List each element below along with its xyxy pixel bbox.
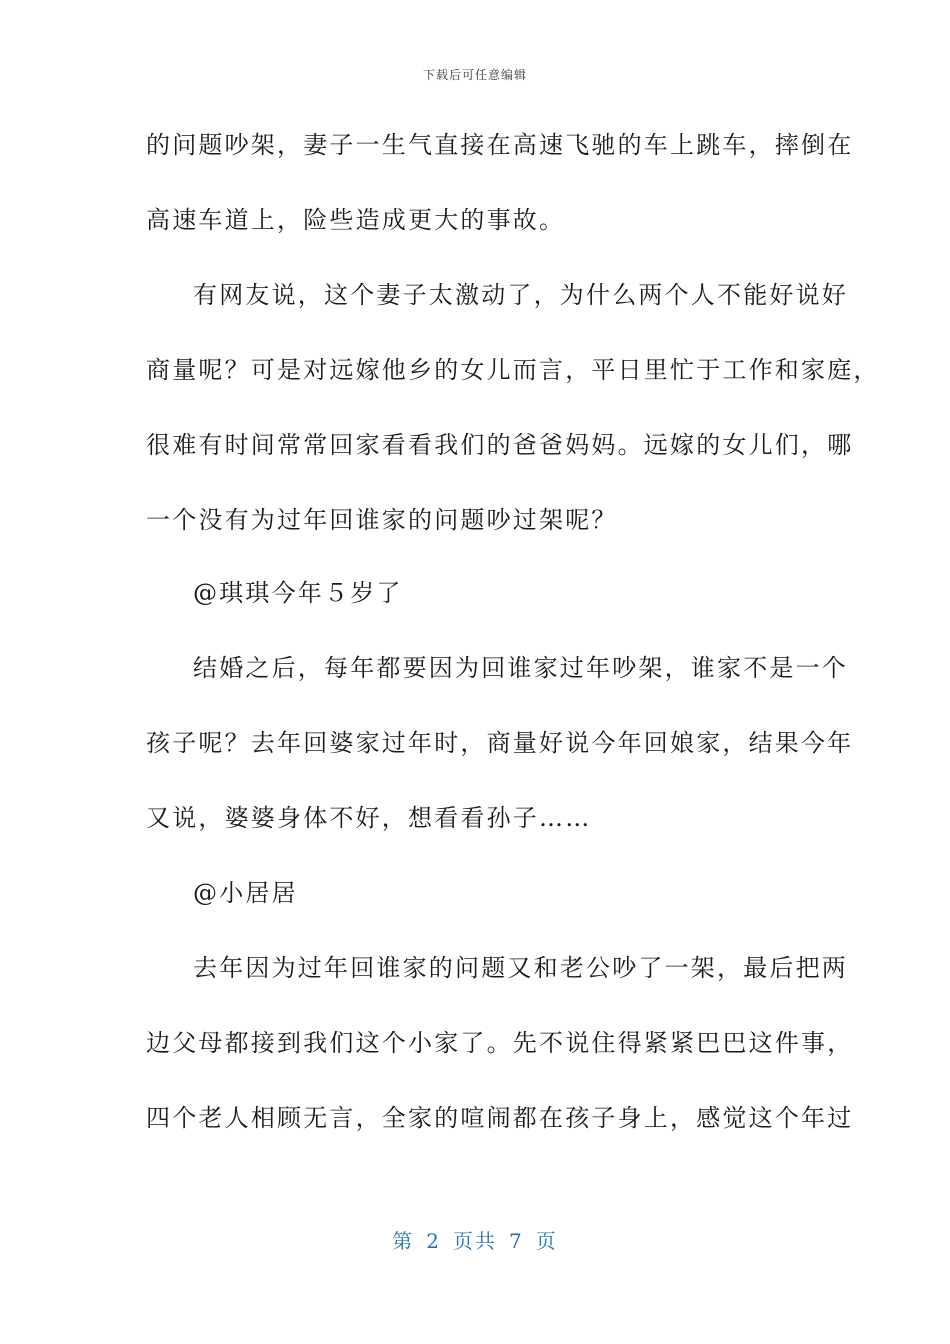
- body-line: 很难有时间常常回家看看我们的爸爸妈妈。远嫁的女儿们，哪: [146, 431, 854, 459]
- body-line: @琪琪今年５岁了: [193, 579, 403, 607]
- page-total: 7: [509, 1229, 524, 1253]
- header-note: 下载后可任意编辑: [422, 68, 527, 82]
- body-line: @小居居: [193, 879, 298, 907]
- page-mid: 页共: [453, 1229, 497, 1253]
- page-number: 2: [426, 1229, 441, 1253]
- body-line: 又说，婆婆身体不好，想看看孙子……: [146, 804, 592, 832]
- page-prefix: 第: [392, 1229, 415, 1253]
- body-line: 去年因为过年回谁家的问题又和老公吵了一架，最后把两: [193, 954, 848, 982]
- page-footer: [0, 1225, 950, 1254]
- page-suffix: 页: [535, 1229, 558, 1253]
- body-line: 孩子呢？去年回婆家过年时，商量好说今年回娘家，结果今年: [146, 729, 854, 757]
- body-line: 一个没有为过年回谁家的问题吵过架呢？: [146, 506, 618, 534]
- body-line: 四个老人相顾无言，全家的喧闹都在孩子身上，感觉这个年过: [146, 1104, 854, 1132]
- body-line: 有网友说，这个妻子太激动了，为什么两个人不能好说好: [193, 281, 848, 309]
- body-line: 边父母都接到我们这个小家了。先不说住得紧紧巴巴这件事，: [146, 1029, 854, 1057]
- body-line: 高速车道上，险些造成更大的事故。: [146, 206, 566, 234]
- body-line: 的问题吵架，妻子一生气直接在高速飞驰的车上跳车，摔倒在: [146, 131, 854, 159]
- body-line: 商量呢？可是对远嫁他乡的女儿而言，平日里忙于工作和家庭，: [146, 356, 880, 384]
- body-line: 结婚之后，每年都要因为回谁家过年吵架，谁家不是一个: [193, 654, 848, 682]
